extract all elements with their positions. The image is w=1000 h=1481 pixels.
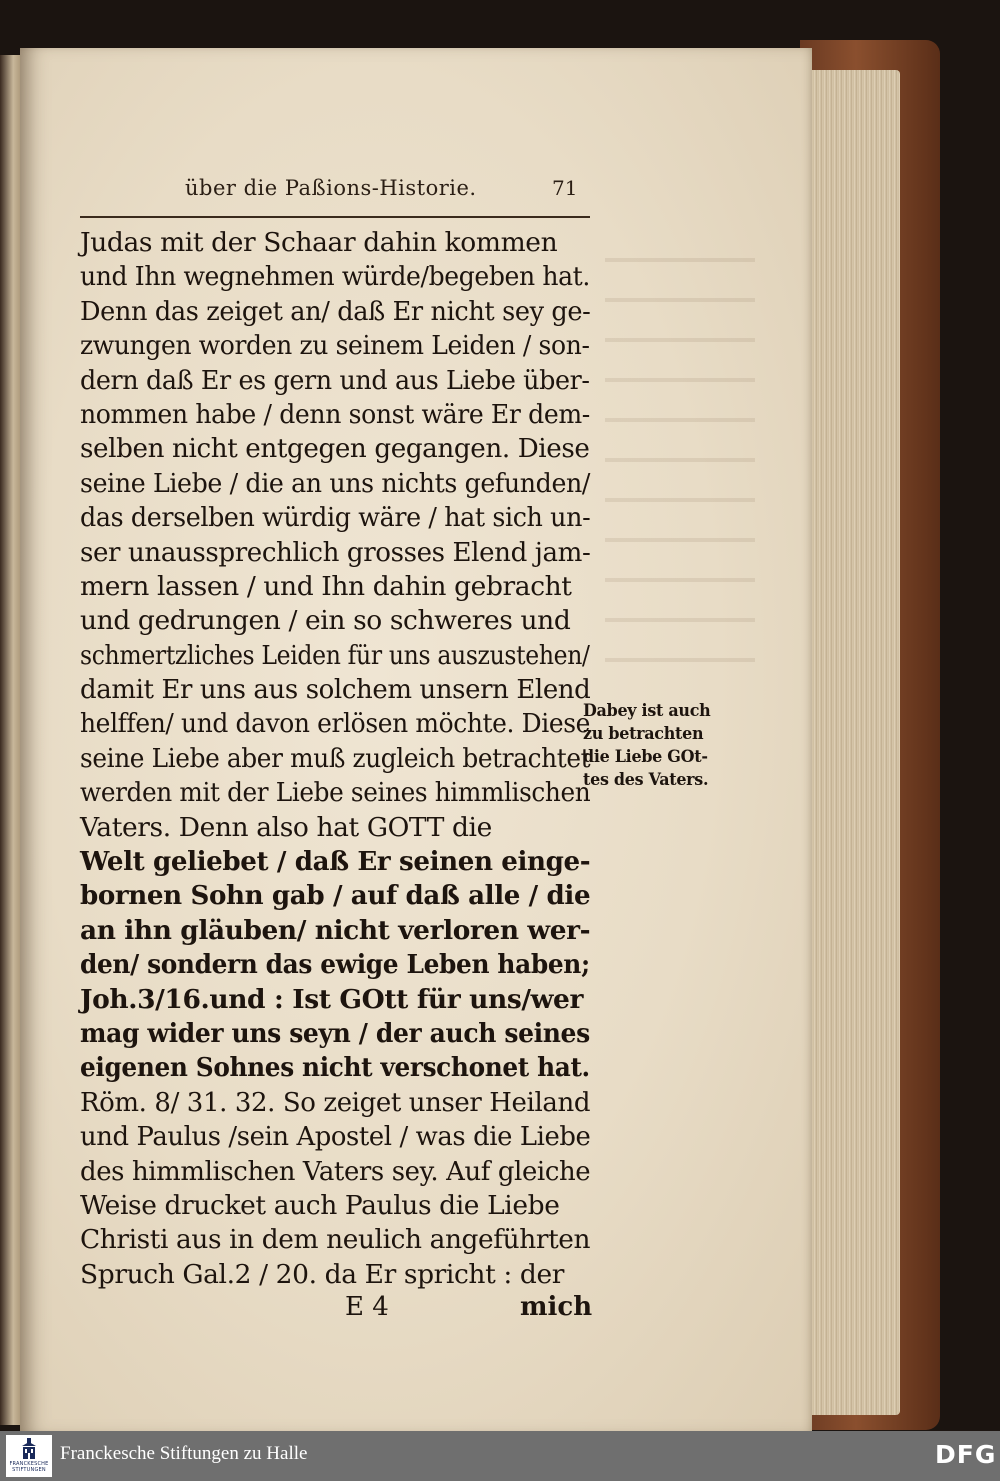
text-line: Christi aus in dem neulich angeführten [80,1224,591,1256]
text-line: und Paulus /sein Apostel / was die Liebe [80,1121,591,1153]
text-line: zwungen worden zu seinem Leiden / son- [80,330,590,362]
text-line: Vaters. Denn also hat GOTT die [80,811,492,843]
text-line: Denn das zeiget an/ daß Er nicht sey ge- [80,295,591,327]
previous-page-edge [0,55,22,1425]
marginal-line: Dabey ist auch [583,701,711,721]
marginal-line: tes des Vaters. [583,770,709,790]
text-line: dern daß Er es gern und aus Liebe über- [80,364,590,396]
text-line: werden mit der Liebe seines himmlischen [80,777,591,809]
text-line: nommen habe / denn sonst wäre Er dem- [80,398,590,430]
header-rule [80,216,590,218]
text-line: das derselben würdig wäre / hat sich un- [80,502,591,534]
text-line: selben nicht entgegen gegangen. Diese [80,433,590,465]
building-icon [21,1438,37,1460]
text-line: des himmlischen Vaters sey. Auf gleiche [80,1155,591,1187]
text-line: bornen Sohn gab / auf daß alle / die [80,880,591,912]
running-head: über die Paßions-Historie. [185,176,477,200]
page-number: 71 [552,176,578,200]
text-line: eigenen Sohnes nicht verschonet hat. [80,1052,590,1084]
text-line: mern lassen / und Ihn dahin gebracht [80,570,572,602]
text-line: und gedrungen / ein so schweres und [80,605,571,637]
signature-mark: E 4 [345,1292,389,1322]
marginal-line: zu betrachten [583,724,704,744]
text-line: mag wider uns seyn / der auch seines [80,1017,590,1049]
text-line: und Ihn wegnehmen würde/begeben hat. [80,261,590,293]
marginal-note [583,700,743,792]
book-page [20,48,812,1433]
text-line: helffen/ und davon erlösen möchte. Diese [80,708,591,740]
text-line: damit Er uns aus solchem unsern Elend [80,674,591,706]
text-line: Joh.3/16.und : Ist GOtt für uns/wer [80,983,584,1015]
show-through [605,238,755,678]
page-header [60,176,600,210]
text-line: seine Liebe / die an uns nichts gefunden/ [80,467,591,499]
text-line: Röm. 8/ 31. 32. So zeiget unser Heiland [80,1086,591,1118]
text-line: Weise drucket auch Paulus die Liebe [80,1189,560,1221]
text-line: seine Liebe aber muß zugleich betrachtet [80,742,591,774]
body-text [80,226,590,1292]
institution-name[interactable]: Franckesche Stiftungen zu Halle [60,1443,308,1464]
marginal-line: die Liebe GOt- [583,747,708,767]
text-line: Spruch Gal.2 / 20. da Er spricht : der [80,1258,565,1290]
text-line: schmertzliches Leiden für uns auszustehen/ [80,639,590,671]
catchline [80,1292,593,1326]
footer-bar [0,1431,1000,1481]
page-edges [808,70,900,1415]
catchword: mich [520,1292,593,1322]
text-line: Judas mit der Schaar dahin kommen [80,227,558,258]
text-line: Welt geliebet / daß Er seinen einge- [80,846,591,878]
dfg-logo[interactable]: DFG [935,1440,997,1469]
institution-logo[interactable] [6,1435,52,1477]
text-line: den/ sondern das ewige Leben haben; [80,949,590,981]
logo-text: FRANCKESCHE STIFTUNGEN [9,1461,49,1473]
text-line: an ihn gläuben/ nicht verloren wer- [80,914,591,946]
text-line: ser unaussprechlich grosses Elend jam- [80,536,591,568]
